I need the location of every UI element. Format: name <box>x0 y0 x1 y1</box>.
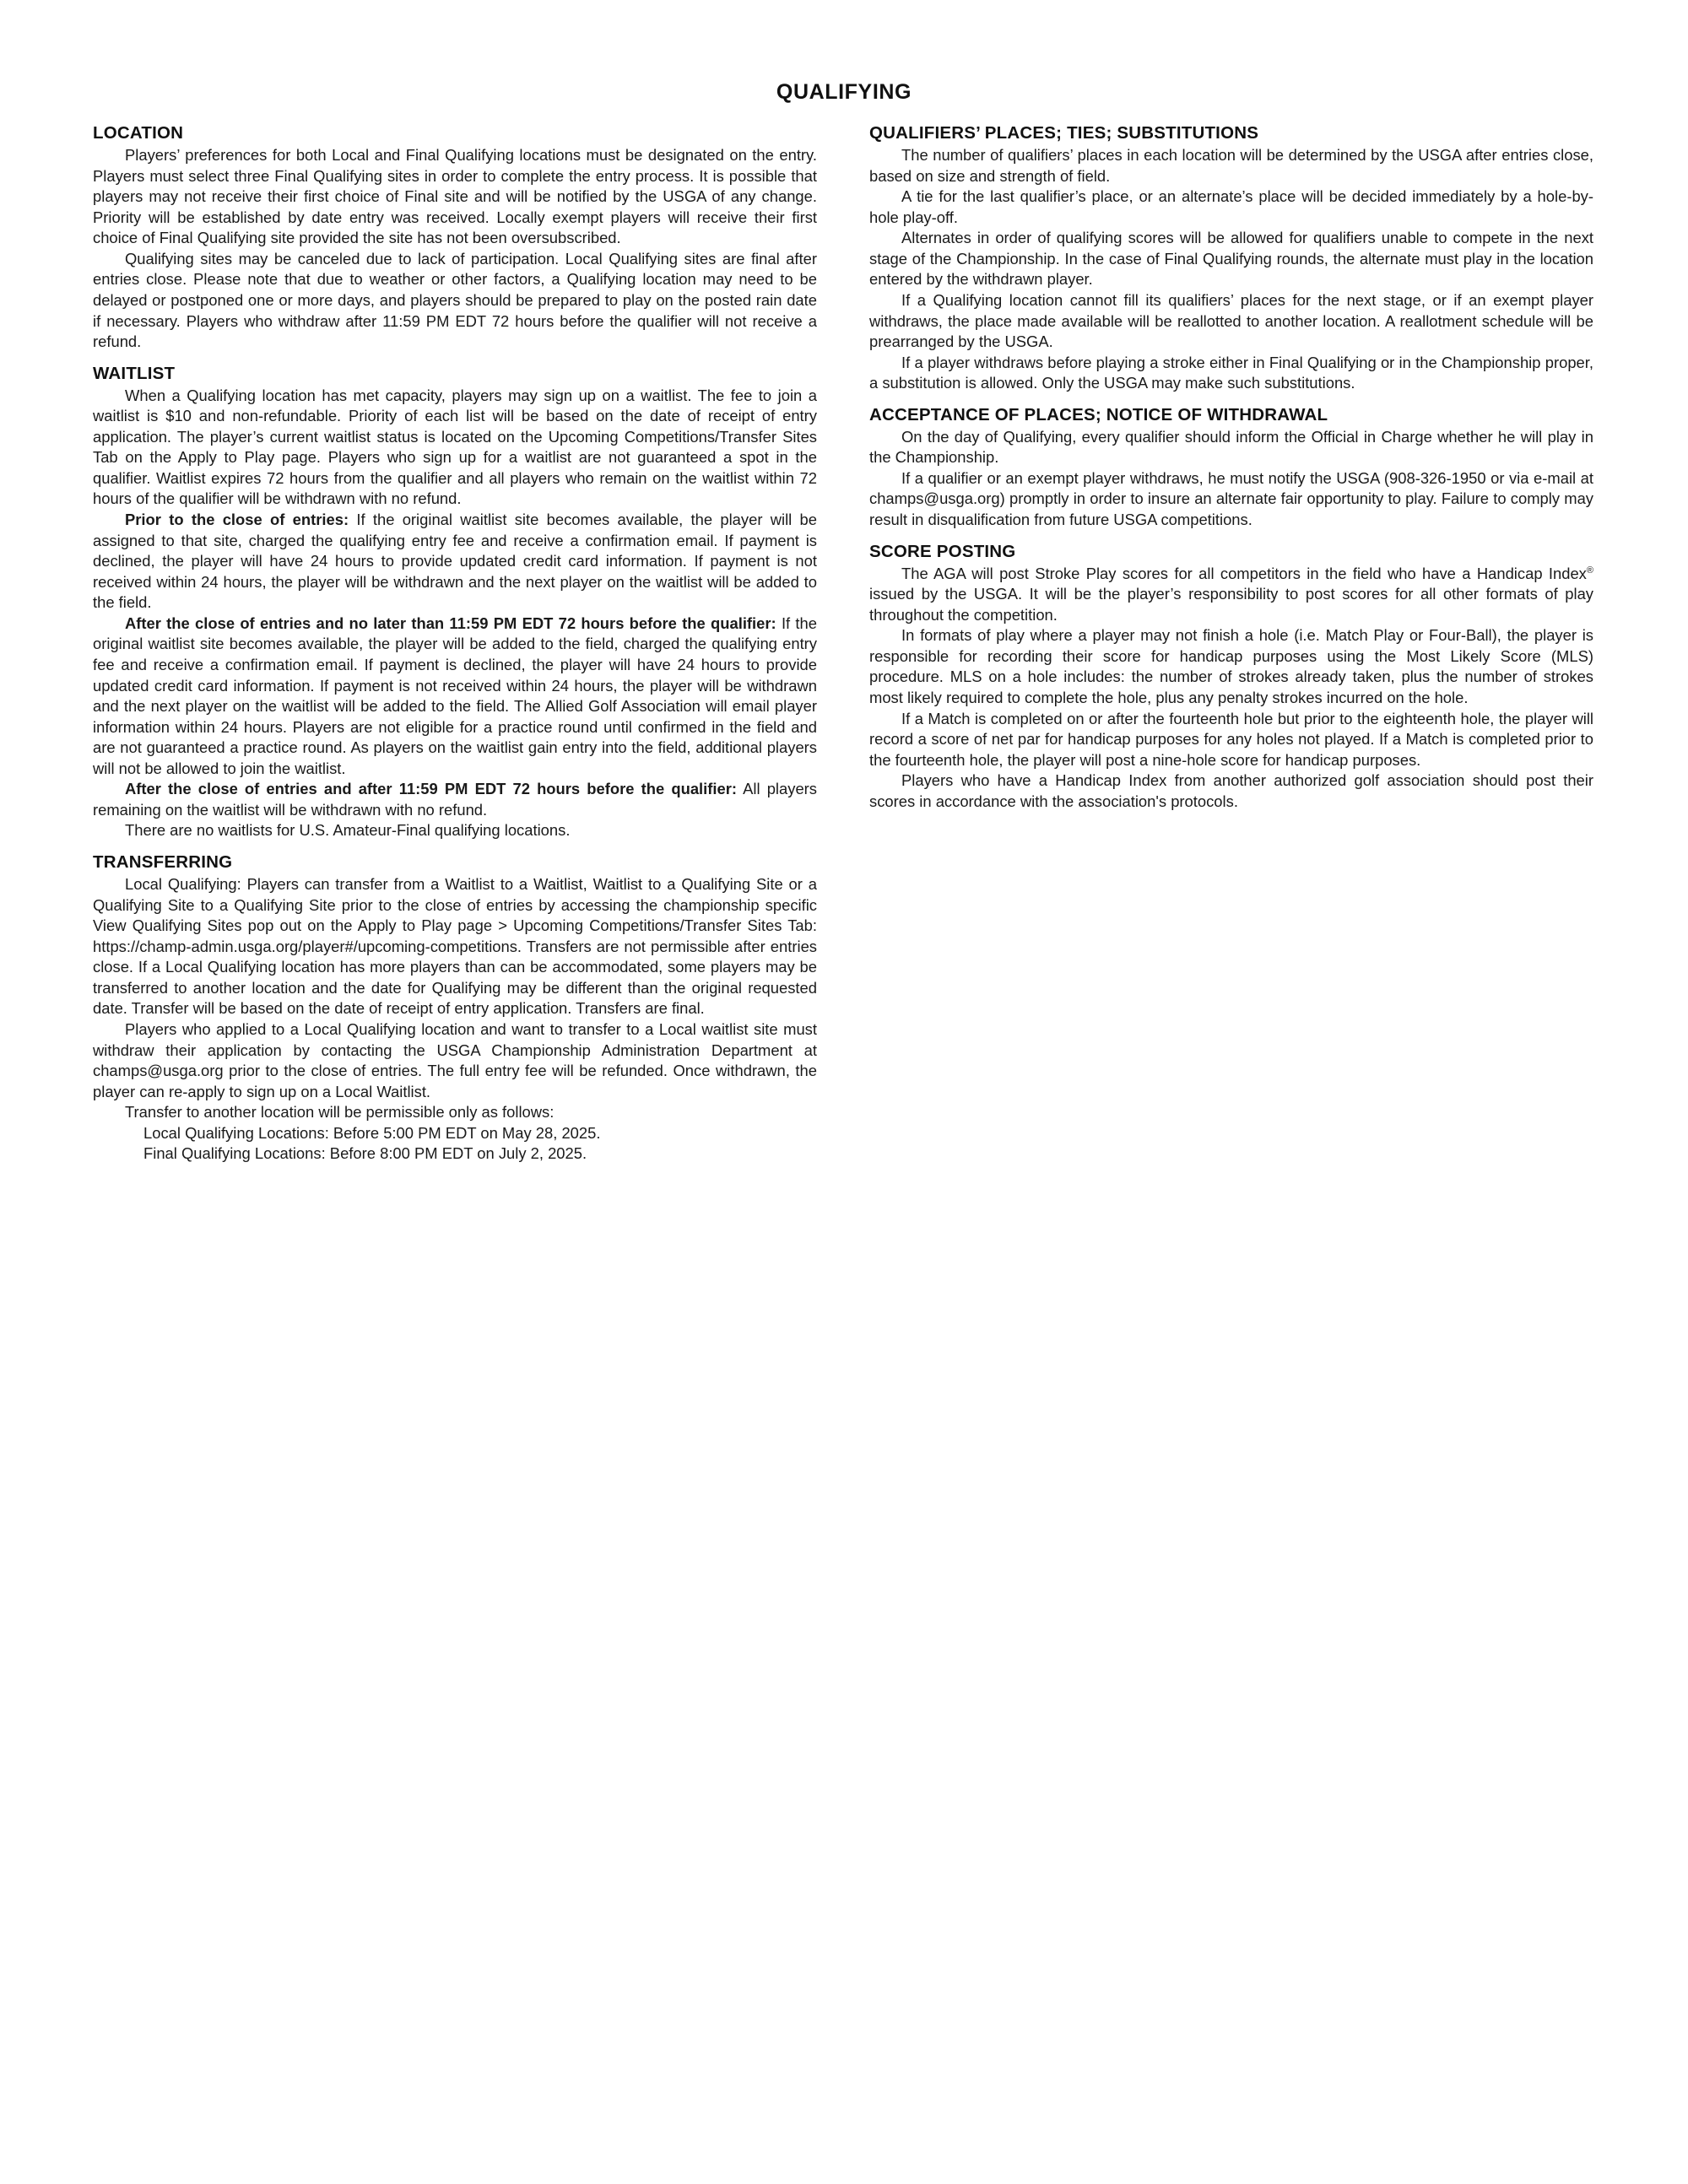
paragraph: Players who have a Handicap Index from another authorized golf association should post their scores in accordance with the association's protocols. <box>869 771 1593 810</box>
paragraph: If a player withdraws before playing a stroke either in Final Qualifying or in the Championship proper, a substitution is allowed. Only the USGA may make such substitutions. <box>869 353 1593 392</box>
paragraph: After the close of entries and no later than 11:59 PM EDT 72 hours before the qualifier: If the original waitlist site becomes available, the player will be added to the field, charged the qualifying entry fee and receive a confirmation email. If payment is declined, the player will have 24 hours to provide updated credit card information. If payment is not received within 24 hours, the player will be withdrawn and the next player on the waitlist will be added to the field. The Allied Golf Association will email player information within 24 hours. Players are not eligible for a practice round until confirmed in the field and are not guaranteed a practice round. As players on the waitlist gain entry into the field, additional players will not be allowed to join the waitlist. <box>93 614 817 777</box>
left-column <box>93 123 817 1165</box>
section-heading-acceptance-of-places: ACCEPTANCE OF PLACES; NOTICE OF WITHDRAWAL <box>869 404 1328 424</box>
paragraph: After the close of entries and after 11:59 PM EDT 72 hours before the qualifier: All players remaining on the waitlist will be withdrawn with no refund. <box>93 780 817 819</box>
paragraph: Transfer to another location will be permissible only as follows: <box>125 1103 555 1122</box>
section-heading-location: LOCATION <box>93 123 184 143</box>
section-heading-score-posting: SCORE POSTING <box>869 541 1016 561</box>
registered-mark: ® <box>1586 565 1593 576</box>
transfer-deadline-item: Local Qualifying Locations: Before 5:00 PM EDT on May 28, 2025. <box>143 1123 601 1142</box>
paragraph: On the day of Qualifying, every qualifier should inform the Official in Charge whether he will play in the Championship. <box>869 427 1593 467</box>
section-heading-transferring: TRANSFERRING <box>93 852 233 872</box>
right-column <box>869 123 1593 812</box>
paragraph: The number of qualifiers’ places in each location will be determined by the USGA after entries close, based on size and strength of field. <box>869 146 1593 185</box>
score-posting-post: issued by the USGA. It will be the player’s responsibility to post scores for all other formats of play throughout the competition. <box>869 585 1593 624</box>
paragraph: Players who applied to a Local Qualifying location and want to transfer to a Local waitlist site must withdraw their application by contacting the USGA Championship Administration Department at champs@usga.org prior to the close of entries. The full entry fee will be refunded. Once withdrawn, the player can re-apply to sign up on a Local Waitlist. <box>93 1019 817 1100</box>
transfer-deadline-item: Final Qualifying Locations: Before 8:00 PM EDT on July 2, 2025. <box>143 1144 587 1163</box>
paragraph: If a Match is completed on or after the fourteenth hole but prior to the eighteenth hole, the player will record a score of net par for handicap purposes for any holes not played. If a Match is completed prior to the fourteenth hole, the player will post a nine-hole score for handicap purposes. <box>869 709 1593 769</box>
paragraph: If a Qualifying location cannot fill its qualifiers’ places for the next stage, or if an exempt player withdraws, the place made available will be reallotted to another location. A reallotment schedule will be prearranged by the USGA. <box>869 290 1593 351</box>
paragraph: Players’ preferences for both Local and Final Qualifying locations must be designated on the entry. Players must select three Final Qualifying sites in order to complete the entry process. It is possible that players may not receive their first choice of Final site and will be notified by the USGA of any change. Priority will be established by date entry was received. Locally exempt players will receive their first choice of Final Qualifying site provided the site has not been oversubscribed. <box>93 146 817 247</box>
paragraph: There are no waitlists for U.S. Amateur-Final qualifying locations. <box>125 821 571 840</box>
paragraph: Prior to the close of entries: If the original waitlist site becomes available, the player will be assigned to that site, charged the qualifying entry fee and receive a confirmation email. If payment is declined, the player will have 24 hours to provide updated credit card information. If payment is not received within 24 hours, the player will be withdrawn and the next player on the waitlist will be added to the field. <box>93 511 817 612</box>
section-heading-qualifiers-places: QUALIFIERS’ PLACES; TIES; SUBSTITUTIONS <box>869 123 1259 143</box>
page-title: QUALIFYING <box>776 80 912 104</box>
paragraph-score-posting-intro <box>869 564 1593 626</box>
section-heading-waitlist: WAITLIST <box>93 363 176 383</box>
paragraph: In formats of play where a player may not finish a hole (i.e. Match Play or Four-Ball), the player is responsible for recording their score for handicap purposes using the Most Likely Score (MLS) procedure. MLS on a hole includes: the number of strokes already taken, plus the number of strokes most likely required to complete the hole, plus any penalty strokes incurred on the hole. <box>869 626 1593 706</box>
paragraph: Qualifying sites may be canceled due to lack of participation. Local Qualifying sites are final after entries close. Please note that due to weather or other factors, a Qualifying location may need to be delayed or postponed one or more days, and players should be prepared to play on the posted rain date if necessary. Players who withdraw after 11:59 PM EDT 72 hours before the qualifier will not receive a refund. <box>93 249 817 351</box>
score-posting-pre: The AGA will post Stroke Play scores for all competitors in the field who have a Handicap Index <box>901 564 1587 582</box>
paragraph: Local Qualifying: Players can transfer from a Waitlist to a Waitlist, Waitlist to a Qualifying Site or a Qualifying Site to a Qualifying Site prior to the close of entries by accessing the championship specific View Qualifying Sites pop out on the Apply to Play page > Upcoming Competitions/Transfer Sites Tab: https://champ-admin.usga.org/player#/upcoming-competitions. Transfers are not permissible after entries close. If a Local Qualifying location has more players than can be accommodated, some players may be transferred to another location and the date for Qualifying may be different than the original requested date. Transfer will be based on the date of receipt of entry application. Transfers are final. <box>93 875 817 1018</box>
two-column-body <box>93 123 1595 1165</box>
paragraph: When a Qualifying location has met capacity, players may sign up on a waitlist. The fee to join a waitlist is $10 and non-refundable. Priority of each list will be based on the date of receipt of entry application. The player’s current waitlist status is located on the Upcoming Competitions/Transfer Sites Tab on the Apply to Play page. Players who sign up for a waitlist are not guaranteed a spot in the qualifier. Waitlist expires 72 hours from the qualifier and all players who remain on the waitlist within 72 hours of the qualifier will be withdrawn with no refund. <box>93 386 817 508</box>
paragraph: Alternates in order of qualifying scores will be allowed for qualifiers unable to compete in the next stage of the Championship. In the case of Final Qualifying rounds, the alternate must play in the location entered by the withdrawn player. <box>869 229 1593 289</box>
paragraph: If a qualifier or an exempt player withdraws, he must notify the USGA (908-326-1950 or via e-mail at champs@usga.org) promptly in order to insure an alternate fair opportunity to play. Failure to comply may result in disqualification from future USGA competitions. <box>869 468 1593 528</box>
paragraph: A tie for the last qualifier’s place, or an alternate’s place will be decided immediately by a hole-by-hole play-off. <box>869 187 1593 226</box>
